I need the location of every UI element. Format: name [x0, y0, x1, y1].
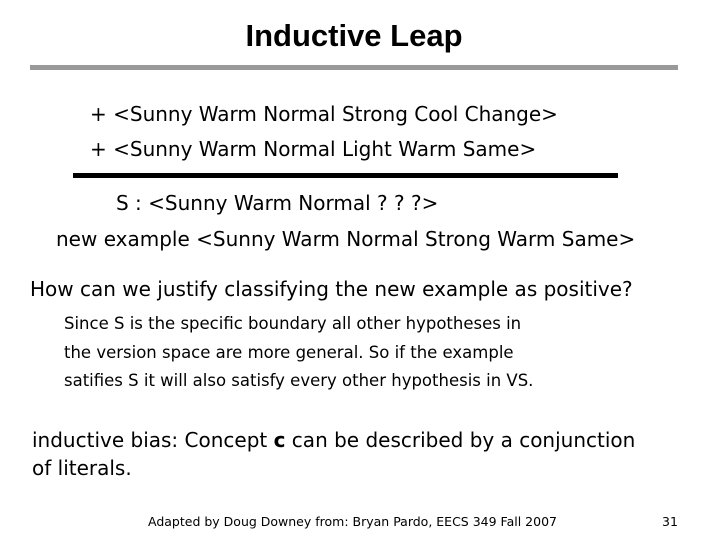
answer-text — [64, 310, 533, 396]
footer-credit: Adapted by Doug Downey from: Bryan Pardo, EECS 349 Fall 2007 — [148, 514, 557, 529]
concept-c: c — [273, 428, 286, 452]
examples-divider — [73, 173, 618, 178]
new-example: new example <Sunny Warm Normal Strong Warm Same> — [56, 227, 636, 251]
question: How can we justify classifying the new example as positive? — [30, 277, 633, 301]
page-number: 31 — [662, 514, 678, 529]
bias-line-2: of literals. — [32, 456, 132, 480]
bias-suffix: can be described by a conjunction — [285, 428, 636, 452]
slide-title: Inductive Leap — [245, 18, 463, 53]
answer-line: the version space are more general. So if the example — [64, 342, 514, 362]
answer-line: Since S is the specific boundary all other hypotheses in — [64, 314, 522, 333]
bias-prefix: inductive bias: Concept — [32, 428, 274, 452]
answer-line: satifies S it will also satisfy every other hypothesis in VS. — [64, 371, 534, 390]
title-divider — [30, 65, 678, 70]
bias-line-1 — [32, 426, 635, 454]
specific-boundary-s: S : <Sunny Warm Normal ? ? ?> — [116, 191, 439, 215]
positive-example-1: + <Sunny Warm Normal Strong Cool Change> — [90, 102, 558, 126]
inductive-bias-statement — [32, 426, 635, 482]
positive-example-2: + <Sunny Warm Normal Light Warm Same> — [90, 137, 537, 161]
